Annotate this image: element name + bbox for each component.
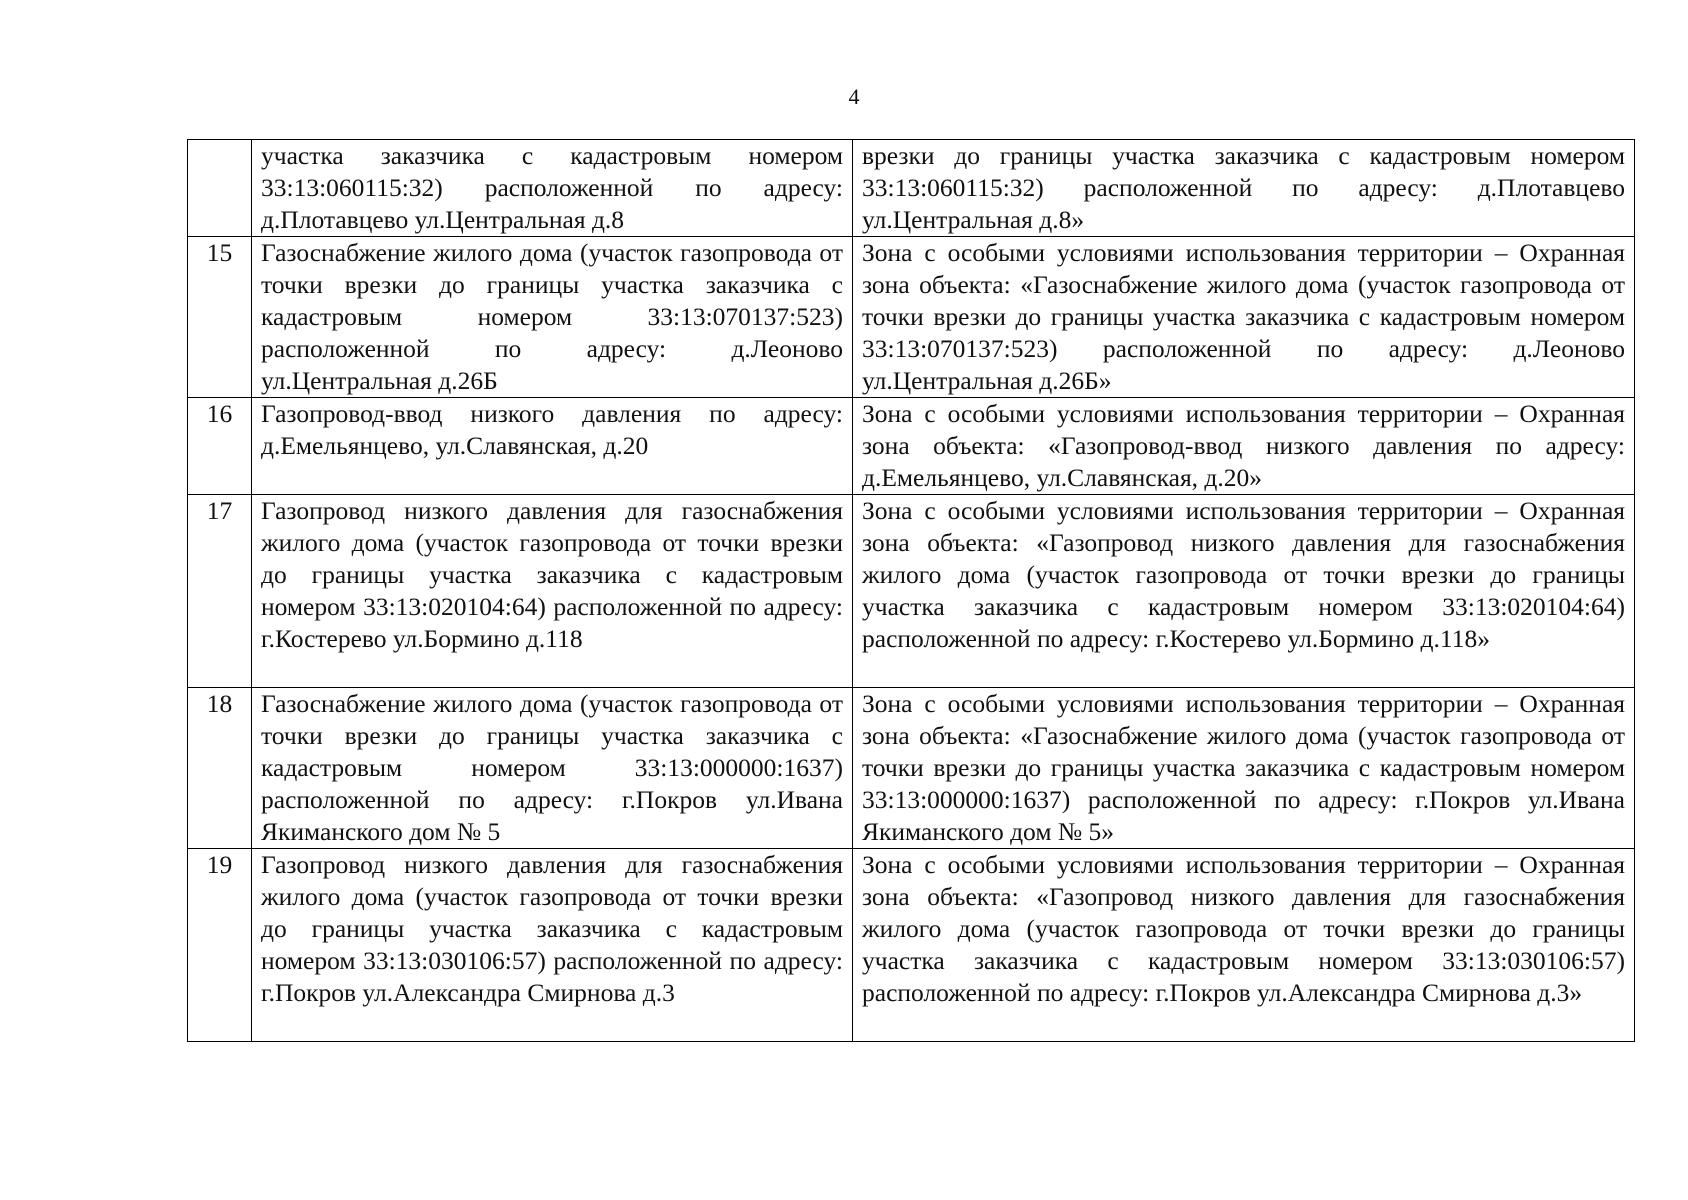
table-row [188,688,1635,849]
table-row [188,398,1635,495]
row-number: 15 [188,237,252,398]
row-number: 16 [188,398,252,495]
object-cell: Газоснабжение жилого дома (участок газопровода от точки врезки до границы участка заказчика с кадастровым номером 33:13:000000:1637) расположенной по адресу: г.Покров ул.Ивана Якиманского дом № 5 [252,688,853,849]
table-row [188,140,1635,237]
object-cell: участка заказчика с кадастровым номером 33:13:060115:32) расположенной по адресу: д.Плотавцево ул.Центральная д.8 [252,140,853,237]
zone-cell: Зона с особыми условиями использования территории – Охранная зона объекта: «Газоснабжение жилого дома (участок газопровода от точки врезки до границы участка заказчика с кадастровым номером 33:13:070137:523) расположенной по адресу: д.Леоново ул.Центральная д.26Б» [853,237,1635,398]
object-cell: Газопровод низкого давления для газоснабжения жилого дома (участок газопровода от точки врезки до границы участка заказчика с кадастровым номером 33:13:020104:64) расположенной по адресу: г.Костерево ул.Бормино д.118 [252,495,853,688]
object-cell: Газопровод-ввод низкого давления по адресу: д.Емельянцево, ул.Славянская, д.20 [252,398,853,495]
row-number: 18 [188,688,252,849]
object-cell: Газоснабжение жилого дома (участок газопровода от точки врезки до границы участка заказчика с кадастровым номером 33:13:070137:523) расположенной по адресу: д.Леоново ул.Центральная д.26Б [252,237,853,398]
table-row [188,237,1635,398]
zone-cell: врезки до границы участка заказчика с кадастровым номером 33:13:060115:32) расположенной по адресу: д.Плотавцево ул.Центральная д.8» [853,140,1635,237]
zones-table [187,139,1635,1042]
object-cell: Газопровод низкого давления для газоснабжения жилого дома (участок газопровода от точки врезки до границы участка заказчика с кадастровым номером 33:13:030106:57) расположенной по адресу: г.Покров ул.Александра Смирнова д.3 [252,849,853,1042]
row-number: 19 [188,849,252,1042]
zone-cell: Зона с особыми условиями использования территории – Охранная зона объекта: «Газоснабжение жилого дома (участок газопровода от точки врезки до границы участка заказчика с кадастровым номером 33:13:000000:1637) расположенной по адресу: г.Покров ул.Ивана Якиманского дом № 5» [853,688,1635,849]
page-number: 4 [848,84,860,109]
zones-table-body [188,140,1635,1042]
zone-cell: Зона с особыми условиями использования территории – Охранная зона объекта: «Газопровод низкого давления для газоснабжения жилого дома (участок газопровода от точки врезки до границы участка заказчика с кадастровым номером 33:13:030106:57) расположенной по адресу: г.Покров ул.Александра Смирнова д.3» [853,849,1635,1042]
table-row [188,495,1635,688]
row-number: 17 [188,495,252,688]
table-row [188,849,1635,1042]
row-number [188,140,252,237]
zone-cell: Зона с особыми условиями использования территории – Охранная зона объекта: «Газопровод низкого давления для газоснабжения жилого дома (участок газопровода от точки врезки до границы участка заказчика с кадастровым номером 33:13:020104:64) расположенной по адресу: г.Костерево ул.Бормино д.118» [853,495,1635,688]
zone-cell: Зона с особыми условиями использования территории – Охранная зона объекта: «Газопровод-ввод низкого давления по адресу: д.Емельянцево, ул.Славянская, д.20» [853,398,1635,495]
